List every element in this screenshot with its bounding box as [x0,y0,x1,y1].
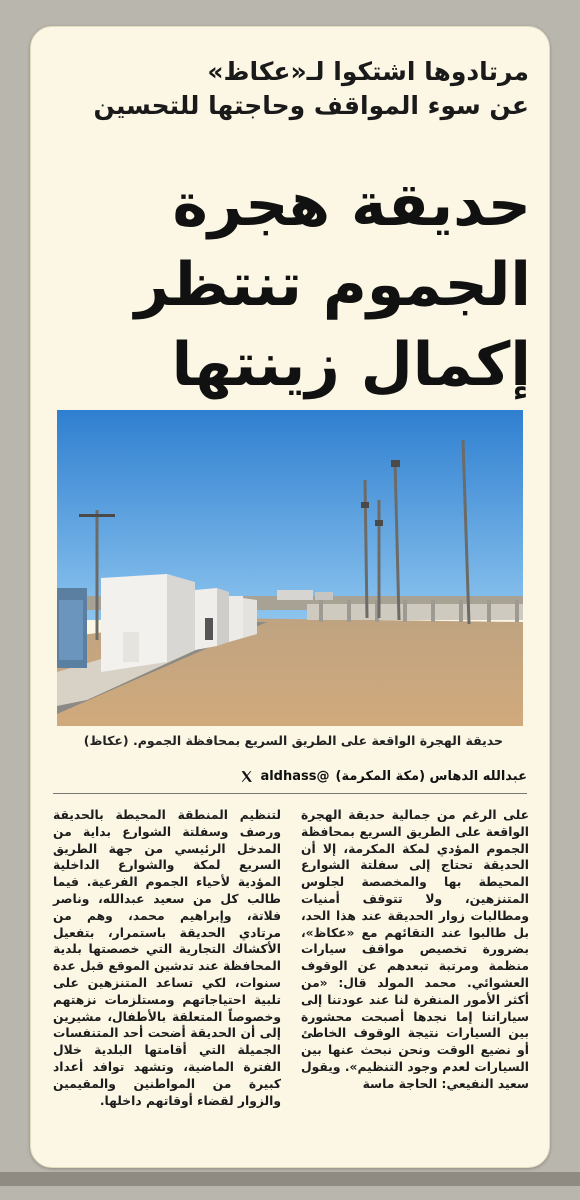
x-logo-icon [238,768,254,784]
column-left-text: لتنظيم المنطقة المحيطة بالحديقة ورصف وسفلتة الشوارع بداية من المدخل الرئيسي من جهة الطريق السريع لمكة والشوارع الداخلية المؤدية لأحياء الجموم الفرعية. فيما طالب كل من سعيد عبدالله، وناصر فلاتة، وإبراهيم محمد، وهم من مرتادي الحديقة باستمرار، بتفعيل الأكشاك التجارية التي خصصتها بلدية المحافظة عند تدشين الموقع قبل عدة سنوات، لكي تساعد المتنزهين على تلبية احتياجاتهم ومستلزمات نزهتهم وخصوصاً المتعلقة بالأطفال، مشيرين إلى أن الحديقة أضحت أحد المتنفسات الجميلة التي أقامتها البلدية خلال الفترة الماضية، وتشهد توافد أعداد كبيرة من المواطنين والمقيمين والزوار لقضاء أوقاتهم داخلها. [53,808,281,1108]
column-right-text: على الرغم من جمالية حديقة الهجرة الواقعة على الطريق السريع بمحافظة الجموم المؤدي لمكة المكرمة، إلا أن الحديقة تحتاج إلى سفلتة الشوارع المحيطة بها والمخصصة لجلوس المتنزهين، ولا تتوقف أمنيات ومطالبات زوار الحديقة عند هذا الحد، بل طالبوا عند التقائهم مع «عكاظ»، بضرورة تخصيص مواقف سيارات منظمة ومرتبة تبعدهم عن الوقوف العشوائي. محمد المولد قال: «من أكثر الأمور المنفرة لنا عند عودتنا إلى سياراتنا إما نجدها أصبحت محشورة بين السيارات نتيجة الوقوف الخاطئ أو نضيع الوقت ونحن نبحث عنها بين السيارات لعدم وجود التنظيم». ويقول سعيد النفيعي: الحاجة ماسة [301,808,529,1091]
newspaper-clipping [30,26,550,1168]
headline-line-3: إكمال زينتها [171,330,531,400]
bottom-strip [0,1172,580,1186]
divider [53,793,527,794]
article-column-left [53,807,281,1109]
byline [53,764,527,788]
photo-caption: حديقة الهجرة الواقعة على الطريق السريع بمحافظة الجموم. (عكاظ) [83,733,503,748]
kicker-line-2: عن سوء المواقف وحاجتها للتحسين [93,91,529,120]
byline-handle: @aldhass [260,768,330,784]
kicker-line-1: مرتادوها اشتكوا لـ«عكاظ» [207,57,529,86]
byline-author: عبدالله الدهاس (مكة المكرمة) [335,768,527,784]
article-column-right [301,807,529,1093]
park-photo [57,410,523,726]
headline-line-1: حديقة هجرة [172,170,531,240]
headline-line-2: الجموم تنتظر [134,250,531,320]
